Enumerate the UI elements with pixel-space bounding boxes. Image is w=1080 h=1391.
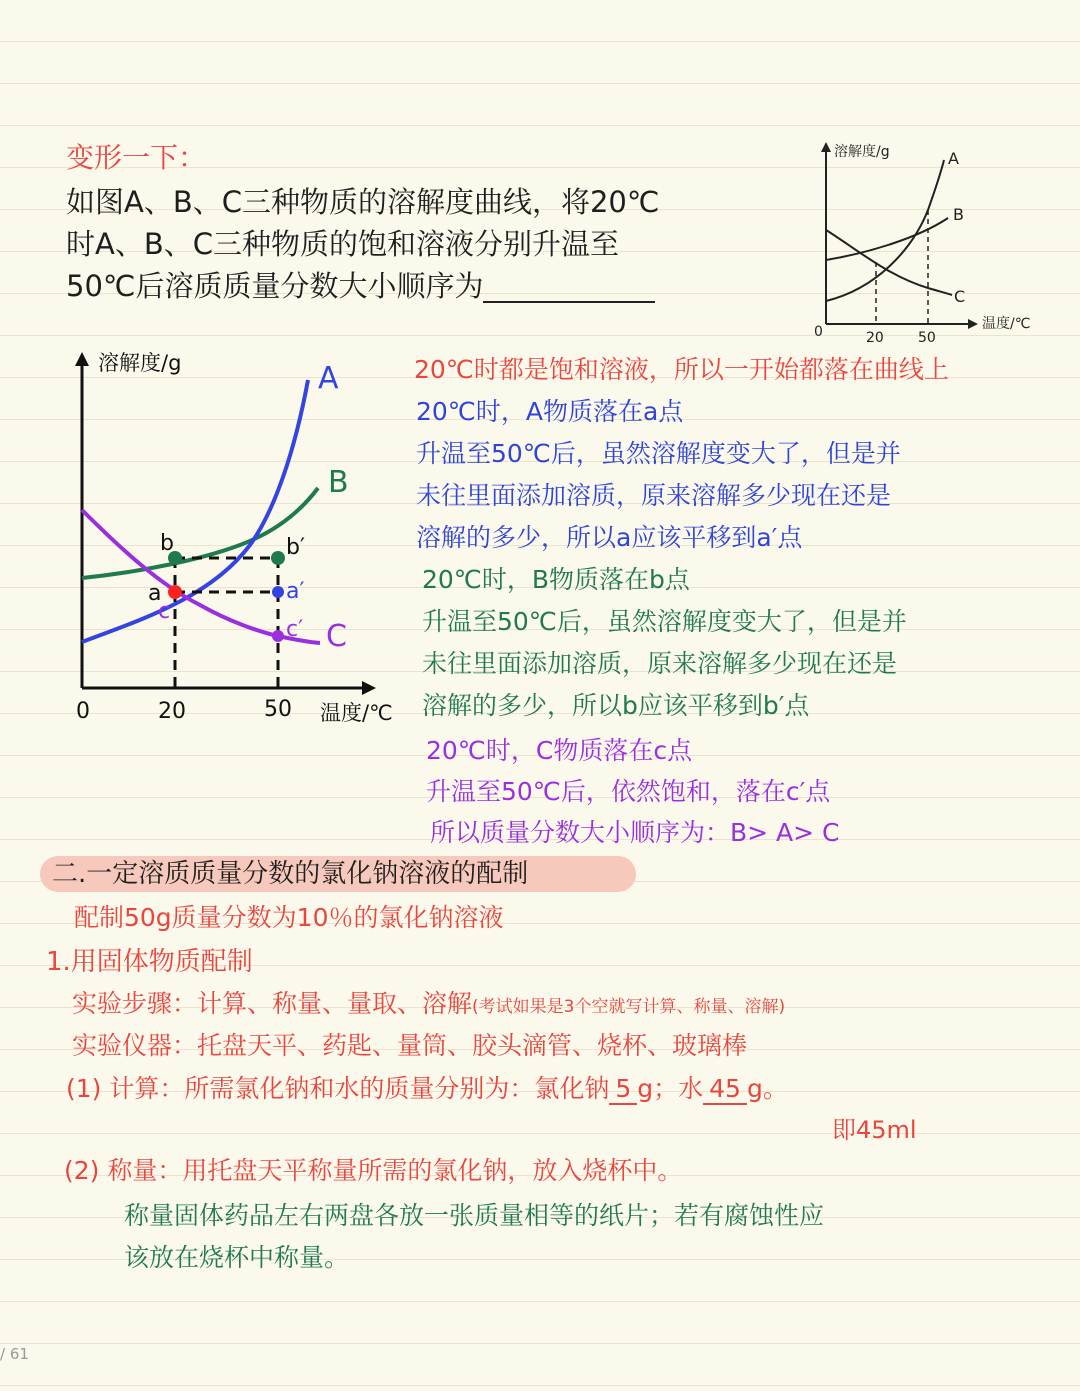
small-chart-label-B: B — [953, 205, 964, 224]
big-chart-ylabel: 溶解度/g — [98, 351, 182, 375]
point-a-prime — [272, 586, 284, 598]
explain-line-3: 升温至50℃后，虽然溶解度变大了，但是并 — [416, 439, 901, 468]
big-chart-label-C: C — [326, 619, 347, 654]
tools-line: 实验仪器：托盘天平、药匙、量筒、胶头滴管、烧杯、玻璃棒 — [72, 1031, 748, 1060]
question-line-3 — [66, 270, 655, 303]
section-subtitle: 配制50g质量分数为10％的氯化钠溶液 — [74, 903, 504, 932]
calc-prefix: (1) 计算：所需氯化钠和水的质量分别为：氯化钠 — [66, 1074, 610, 1103]
explain-line-2: 20℃时，A物质落在a点 — [416, 397, 684, 426]
point-a — [168, 585, 182, 599]
small-chart-label-A: A — [948, 149, 959, 168]
small-chart-tick-50: 50 — [918, 330, 936, 346]
weigh-line: (2) 称量：用托盘天平称量所需的氯化钠，放入烧杯中。 — [64, 1156, 683, 1185]
explain-line-8: 未往里面添加溶质，原来溶解多少现在还是 — [422, 649, 898, 678]
note-line-1: 称量固体药品左右两盘各放一张质量相等的纸片；若有腐蚀性应 — [124, 1201, 825, 1230]
calc-end: g。 — [746, 1074, 788, 1103]
page-indicator: / 61 — [0, 1345, 29, 1363]
note-line-2: 该放在烧杯中称量。 — [124, 1243, 350, 1272]
small-chart-label-C: C — [954, 287, 966, 306]
explain-line-7: 升温至50℃后，虽然溶解度变大了，但是并 — [422, 607, 907, 636]
point-b-prime — [271, 551, 285, 565]
calc-middle: g；水 — [637, 1074, 704, 1103]
water-mass: 45 — [703, 1074, 747, 1105]
water-volume: 即45ml — [832, 1116, 917, 1144]
small-chart-ylabel: 溶解度/g — [834, 144, 890, 160]
answer-blank — [483, 277, 655, 303]
big-chart-xlabel: 温度/℃ — [320, 701, 393, 725]
label-b: b — [160, 531, 174, 556]
small-solubility-chart — [808, 138, 1044, 348]
explain-line-5: 溶解的多少，所以a应该平移到a′点 — [416, 523, 803, 552]
explain-line-6: 20℃时，B物质落在b点 — [422, 565, 690, 594]
explain-line-10: 20℃时，C物质落在c点 — [426, 736, 693, 765]
big-chart-label-B: B — [328, 465, 349, 500]
big-chart-tick-50: 50 — [264, 697, 292, 722]
question-line-2: 时A、B、C三种物质的饱和溶液分别升温至 — [66, 227, 619, 261]
label-b-prime: b′ — [286, 535, 305, 560]
intro-heading: 变形一下： — [66, 141, 207, 174]
explain-line-1: 20℃时都是饱和溶液，所以一开始都落在曲线上 — [414, 355, 949, 384]
small-chart-xlabel: 温度/℃ — [982, 316, 1031, 332]
steps-text: 实验步骤：计算、称量、量取、溶解 — [72, 989, 473, 1018]
question-line-1: 如图A、B、C三种物质的溶解度曲线，将20℃ — [66, 185, 660, 219]
nacl-mass: 5 — [609, 1074, 637, 1105]
label-a: a — [148, 581, 162, 606]
steps-note: (考试如果是3个空就写计算、称量、溶解) — [472, 997, 786, 1017]
curve-B — [82, 488, 318, 578]
question-line-3-text: 50℃后溶质质量分数大小顺序为 — [66, 269, 484, 303]
curve-C — [82, 510, 320, 643]
small-chart-origin: 0 — [814, 324, 823, 340]
label-c-prime: c′ — [286, 617, 304, 642]
steps-line — [72, 990, 785, 1019]
label-c: c — [158, 599, 171, 624]
explain-line-11: 升温至50℃后，依然饱和，落在c′点 — [426, 777, 831, 806]
point-c-prime — [272, 630, 284, 642]
explain-line-4: 未往里面添加溶质，原来溶解多少现在还是 — [416, 481, 892, 510]
label-a-prime: a′ — [286, 579, 305, 604]
method-heading: 1.用固体物质配制 — [46, 947, 253, 977]
explain-line-12: 所以质量分数大小顺序为：B> A> C — [430, 818, 840, 847]
big-chart-label-A: A — [318, 361, 339, 396]
big-solubility-chart — [60, 340, 410, 730]
big-chart-tick-20: 20 — [158, 699, 186, 724]
big-chart-origin: 0 — [76, 699, 90, 724]
calc-line — [66, 1075, 788, 1104]
explain-line-9: 溶解的多少，所以b应该平移到b′点 — [422, 691, 810, 720]
section-title: 二.一定溶质质量分数的氯化钠溶液的配制 — [52, 859, 529, 889]
small-chart-tick-20: 20 — [866, 330, 884, 346]
